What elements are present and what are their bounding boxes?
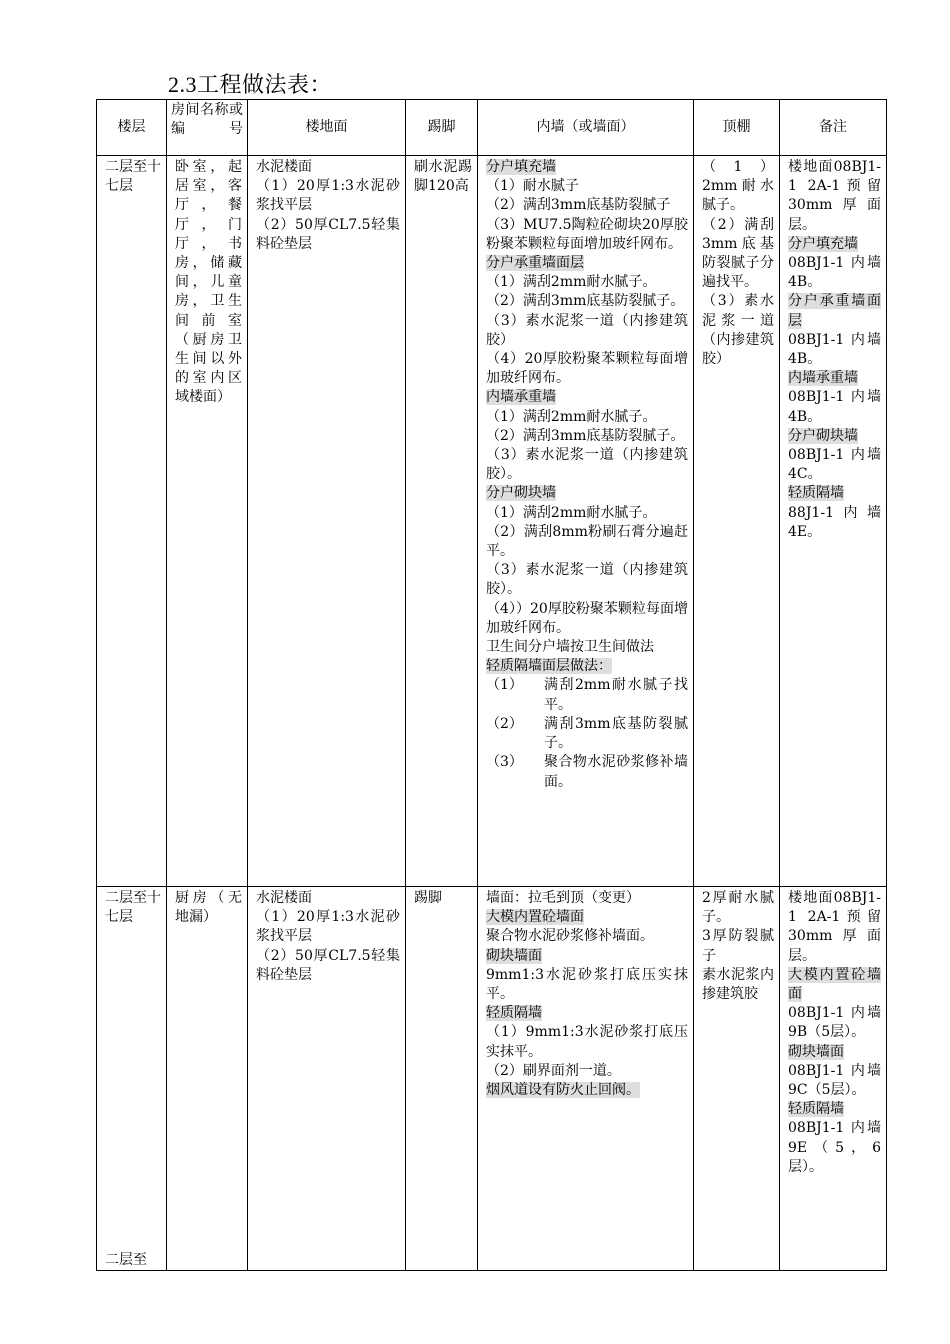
header-floor: 楼层 <box>97 100 167 156</box>
cell-skirting: 踢脚 <box>406 887 478 1271</box>
text-line <box>486 889 688 908</box>
text-line <box>486 523 688 561</box>
section-heading <box>788 966 881 1004</box>
section-heading-text: 砌块墙面 <box>486 947 542 964</box>
section-heading-text: 轻质隔墙 <box>486 1005 542 1022</box>
floor-label-continued: 二层至 <box>105 1251 147 1268</box>
section-heading-text: 分户砌块墙 <box>486 485 556 502</box>
section-heading <box>486 484 688 503</box>
line-text: 08BJ1-1 内墙4B。 <box>788 331 881 368</box>
header-skirting: 踢脚 <box>406 100 478 156</box>
floor-finish-line: 水泥楼面 <box>256 159 312 175</box>
section-heading-text: 大模内置砼墙面 <box>788 966 881 1003</box>
text-line <box>486 446 688 484</box>
construction-method-table <box>96 99 887 1271</box>
floor-label: 二层至十七层 <box>105 890 161 926</box>
line-text: （2）满刮3mm底基防裂腻子。 <box>486 293 685 310</box>
cell-wall <box>478 156 694 887</box>
section-heading <box>788 1043 881 1062</box>
line-text: （1）耐水腻子 <box>486 178 579 195</box>
floor-finish-line: （2）50厚CL7.5轻集料砼垫层 <box>256 216 400 252</box>
section-heading-text: 分户填充墙 <box>788 235 858 252</box>
text-line <box>788 1004 881 1042</box>
section-heading <box>788 235 881 254</box>
cell-floor <box>97 887 167 1271</box>
line-text: （3）MU7.5陶粒砼砌块20厚胶粉聚苯颗粒每面增加玻纤网布。 <box>486 216 688 252</box>
section-heading <box>788 1100 881 1119</box>
text-line <box>486 1023 688 1061</box>
section-heading-text: 烟风道设有防火止回阀。 <box>486 1082 640 1099</box>
text-line <box>788 1119 881 1177</box>
line-text: 08BJ1-1 内墙9B（5层）。 <box>788 1005 881 1041</box>
line-text: （2）满刮8mm粉刷石膏分遍赶平。 <box>486 523 688 560</box>
cell-floor-finish <box>248 887 406 1271</box>
section-heading <box>486 657 688 676</box>
line-text: （3）素水泥浆一道（内掺建筑胶） <box>486 312 688 348</box>
ceiling-line: 素水泥浆内掺建筑胶 <box>702 966 774 1003</box>
floor-finish-line: （1）20厚1:3水泥砂浆找平层 <box>256 909 400 945</box>
cell-floor: 二层至十七层 <box>97 156 167 887</box>
header-notes: 备注 <box>780 100 887 156</box>
line-text: （1）满刮2mm耐水腻子。 <box>486 274 657 291</box>
ceiling-line: 3厚防裂腻子 <box>702 928 774 964</box>
header-ceiling: 顶棚 <box>694 100 780 156</box>
line-text: （2）满刮3mm底基防裂腻子。 <box>486 427 685 444</box>
line-text: （2）满刮3mm底基防裂腻子 <box>486 197 671 214</box>
text-line <box>788 158 881 235</box>
line-text: 08BJ1-1 内墙4C。 <box>788 447 881 483</box>
notes-lines <box>788 889 881 1177</box>
text-line <box>486 600 688 638</box>
text-line <box>788 1062 881 1100</box>
floor-finish-line: 水泥楼面 <box>256 890 312 906</box>
floor-finish-line: （1）20厚1:3水泥砂浆找平层 <box>256 178 400 214</box>
text-line <box>788 254 881 292</box>
table-header-row <box>97 100 887 156</box>
text-line <box>486 292 688 311</box>
line-text: （4））20厚胶粉聚苯颗粒每面增加玻纤网布。 <box>486 600 688 636</box>
line-text: 88J1-1内墙4E。 <box>788 504 881 540</box>
cell-skirting: 刷水泥踢脚120高 <box>406 156 478 887</box>
section-heading-text: 分户承重墙面层 <box>486 255 584 272</box>
list-text: 满刮3mm底基防裂腻子。 <box>544 715 688 752</box>
line-text: （1）9mm1:3水泥砂浆打底压实抹平。 <box>486 1024 688 1060</box>
header-wall: 内墙（或墙面） <box>478 100 694 156</box>
section-heading <box>486 158 688 177</box>
cell-notes <box>780 156 887 887</box>
section-heading-text: 大模内置砼墙面 <box>486 909 584 926</box>
line-text: 卫生间分户墙按卫生间做法 <box>486 639 654 656</box>
section-heading-text: 轻质隔墙 <box>788 1101 844 1118</box>
wall-lines <box>486 889 688 1100</box>
cell-room: 卧室，起居室，客厅，餐厅，门厅，书房，储藏间，儿童房，卫生间前室（厨房卫生间以外的室内区域楼面） <box>167 156 248 887</box>
text-line <box>486 408 688 427</box>
section-heading <box>788 369 881 388</box>
section-heading <box>486 254 688 273</box>
text-line <box>486 216 688 254</box>
section-heading <box>486 388 688 407</box>
cell-floor-finish <box>248 156 406 887</box>
line-text: 墙面：拉毛到顶（变更） <box>486 890 640 906</box>
line-text: 聚合物水泥砂浆修补墙面。 <box>486 928 654 945</box>
text-line <box>788 331 881 369</box>
ceiling-line: （1）2mm耐水腻子。 <box>702 159 774 214</box>
section-heading-text: 分户砌块墙 <box>788 427 858 444</box>
line-text: 楼地面08BJ1-1 2A-1预留30mm厚面层。 <box>788 890 881 964</box>
text-line <box>788 388 881 426</box>
cell-notes <box>780 887 887 1271</box>
notes-lines <box>788 158 881 542</box>
line-text: （2）刷界面剂一道。 <box>486 1062 621 1079</box>
text-line <box>788 889 881 966</box>
text-line <box>486 196 688 215</box>
section-heading-text: 轻质隔墙 <box>788 485 844 502</box>
section-heading <box>486 947 688 966</box>
list-number: （2） <box>486 715 523 732</box>
line-text: 08BJ1-1 内墙4B。 <box>788 255 881 291</box>
list-text: 满刮2mm耐水腻子找平。 <box>544 677 688 713</box>
list-item <box>486 715 688 753</box>
section-heading-text: 砌块墙面 <box>788 1043 844 1060</box>
page-title: 2.3工程做法表： <box>168 72 333 97</box>
line-text: （1）满刮2mm耐水腻子。 <box>486 408 657 425</box>
section-heading-text: 内墙承重墙 <box>788 370 858 387</box>
list-item <box>486 753 688 791</box>
line-text: （3）素水泥浆一道（内掺建筑胶）。 <box>486 447 688 483</box>
ceiling-line: 2厚耐水腻子。 <box>702 890 774 926</box>
list-text: 聚合物水泥砂浆修补墙面。 <box>544 754 688 790</box>
text-line <box>788 504 881 542</box>
section-heading-text: 内墙承重墙 <box>486 389 556 406</box>
section-heading-text: 分户承重墙面层 <box>788 293 881 329</box>
header-floor-finish: 楼地面 <box>248 100 406 156</box>
section-heading-text: 分户填充墙 <box>486 159 556 175</box>
ceiling-line: （2）满刮3mm底基防裂腻子分遍找平。 <box>702 216 774 291</box>
table-row <box>97 887 887 1271</box>
text-line <box>486 1062 688 1081</box>
ceiling-line: （3）素水泥浆一道（内掺建筑胶） <box>702 293 774 368</box>
line-text: 08BJ1-1 内墙9E（5，6层）。 <box>788 1120 881 1175</box>
list-number: （3） <box>486 754 523 771</box>
list-item <box>486 676 688 714</box>
text-line <box>486 427 688 446</box>
text-line <box>486 966 688 1004</box>
text-line <box>486 350 688 388</box>
wall-lines <box>486 158 688 676</box>
text-line <box>486 927 688 946</box>
text-line <box>486 177 688 196</box>
text-line <box>788 446 881 484</box>
wall-list <box>486 676 688 791</box>
cell-room: 厨房（无地漏） <box>167 887 248 1271</box>
header-room: 房间名称或编号 <box>167 100 248 156</box>
line-text: （4）20厚胶粉聚苯颗粒每面增加玻纤网布。 <box>486 351 688 387</box>
text-line <box>486 273 688 292</box>
cell-wall <box>478 887 694 1271</box>
line-text: 08BJ1-1 内墙4B。 <box>788 389 881 425</box>
text-line <box>486 561 688 599</box>
line-text: 08BJ1-1 内墙9C（5层）。 <box>788 1062 881 1099</box>
floor-finish-line: （2）50厚CL7.5轻集料砼垫层 <box>256 947 400 983</box>
section-heading <box>788 427 881 446</box>
line-text: （3）素水泥浆一道（内掺建筑胶）。 <box>486 562 688 598</box>
section-heading <box>486 1081 688 1100</box>
text-line <box>486 504 688 523</box>
section-heading-text: 轻质隔墙面层做法： <box>486 658 612 675</box>
text-line <box>486 312 688 350</box>
line-text: 9mm1:3水泥砂浆打底压实抹平。 <box>486 966 688 1003</box>
list-number: （1） <box>486 677 523 694</box>
cell-ceiling <box>694 887 780 1271</box>
line-text: （1）满刮2mm耐水腻子。 <box>486 504 657 521</box>
text-line <box>486 638 688 657</box>
section-heading <box>486 1004 688 1023</box>
section-heading <box>788 484 881 503</box>
table-row <box>97 156 887 887</box>
section-heading <box>788 292 881 330</box>
line-text: 楼地面08BJ1-1 2A-1预留30mm厚面层。 <box>788 159 881 233</box>
section-heading <box>486 908 688 927</box>
cell-ceiling <box>694 156 780 887</box>
